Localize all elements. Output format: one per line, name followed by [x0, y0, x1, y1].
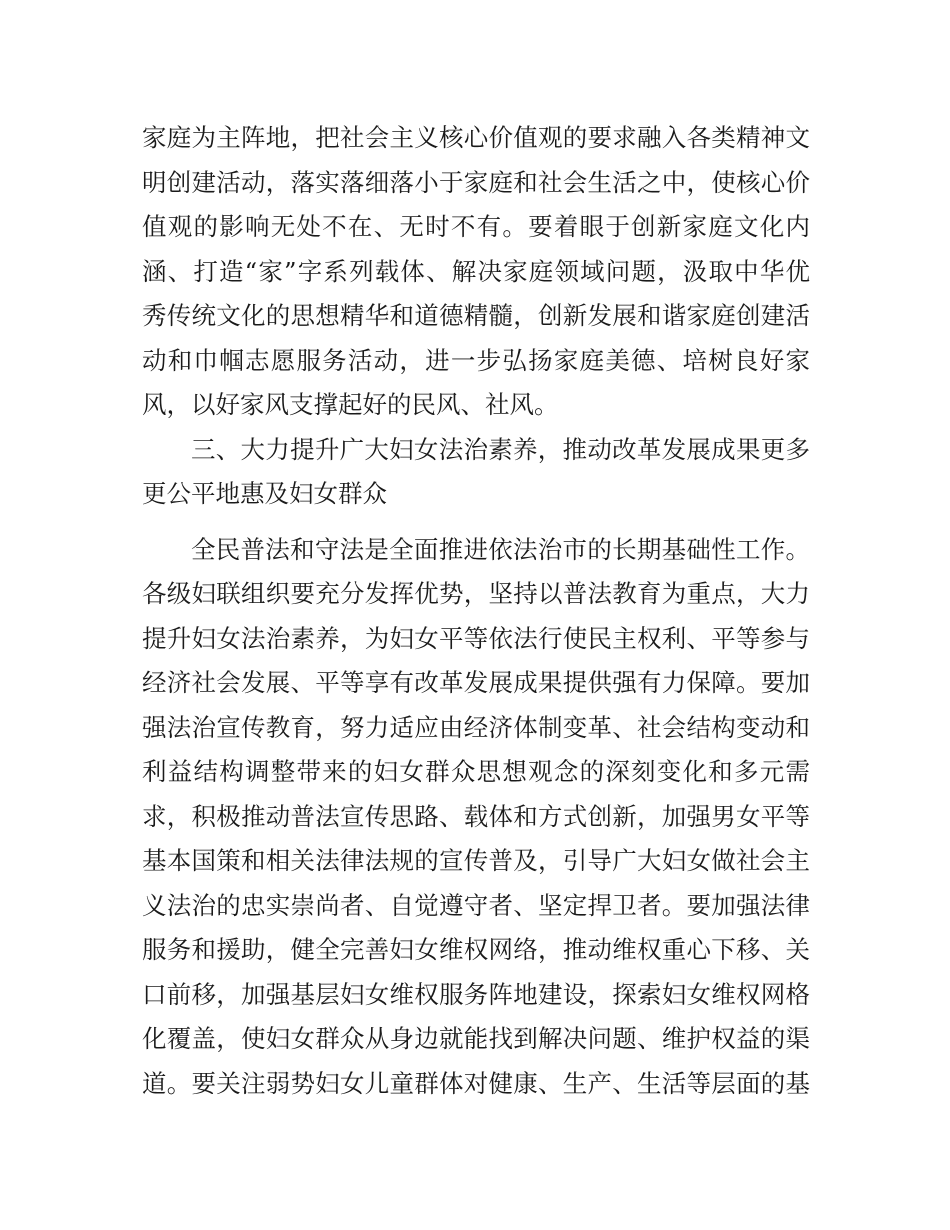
text-line: 化覆盖，使妇女群众从身边就能找到解决问题、维护权益的渠	[142, 1024, 810, 1053]
text-line: 服务和援助，健全完善妇女维权网络，推动维权重心下移、关	[142, 935, 810, 964]
text-line: 强法治宣传教育，努力适应由经济体制变革、社会结构变动和	[142, 713, 810, 742]
text-line: 利益结构调整带来的妇女群众思想观念的深刻变化和多元需	[142, 757, 810, 786]
text-line: 各级妇联组织要充分发挥优势，坚持以普法教育为重点，大力	[142, 579, 810, 608]
text-line: 经济社会发展、平等享有改革发展成果提供强有力保障。要加	[142, 668, 810, 697]
section-heading-line: 三、大力提升广大妇女法治素养，推动改革发展成果更多	[191, 435, 810, 464]
text-line: 动和巾帼志愿服务活动，进一步弘扬家庭美德、培树良好家	[142, 346, 810, 375]
text-line: 义法治的忠实崇尚者、自觉遵守者、坚定捍卫者。要加强法律	[142, 891, 810, 920]
text-line: 明创建活动，落实落细落小于家庭和社会生活之中，使核心价	[142, 168, 810, 197]
paragraph-first-line: 全民普法和守法是全面推进依法治市的长期基础性工作。	[191, 535, 810, 564]
text-line: 基本国策和相关法律法规的宣传普及，引导广大妇女做社会主	[142, 846, 810, 875]
text-line: 提升妇女法治素养，为妇女平等依法行使民主权利、平等参与	[142, 624, 810, 653]
text-line: 家庭为主阵地，把社会主义核心价值观的要求融入各类精神文	[142, 123, 810, 152]
text-line: 风，以好家风支撑起好的民风、社风。	[142, 390, 559, 419]
text-line: 口前移，加强基层妇女维权服务阵地建设，探索妇女维权网格	[142, 980, 810, 1009]
text-line: 道。要关注弱势妇女儿童群体对健康、生产、生活等层面的基	[142, 1069, 810, 1098]
text-line: 秀传统文化的思想精华和道德精髓，创新发展和谐家庭创建活	[142, 301, 810, 330]
text-line: 涵、打造“家”字系列载体、解决家庭领域问题，汲取中华优	[142, 257, 810, 286]
text-line: 求，积极推动普法宣传思路、载体和方式创新，加强男女平等	[142, 802, 810, 831]
section-heading-line: 更公平地惠及妇女群众	[142, 479, 387, 508]
text-line: 值观的影响无处不在、无时不有。要着眼于创新家庭文化内	[142, 212, 810, 241]
